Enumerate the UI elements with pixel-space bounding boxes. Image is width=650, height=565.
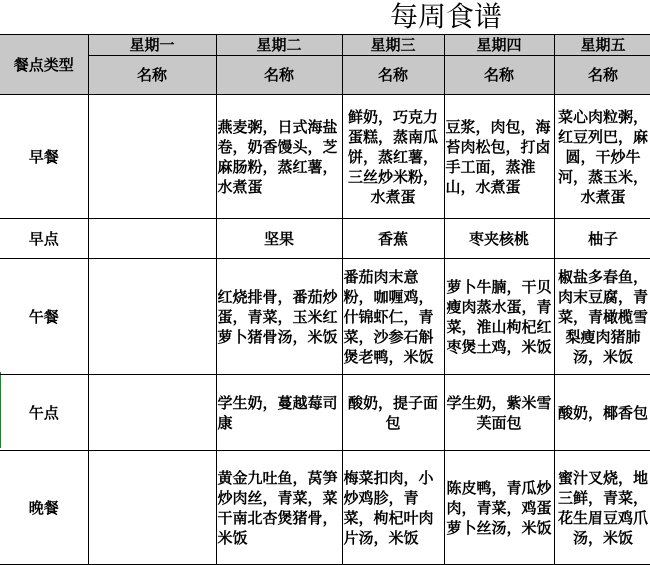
meal-type-cell[interactable]: 早点 [0,219,88,259]
header-day-wed[interactable]: 星期三 [342,35,444,56]
header-name-mon[interactable]: 名称 [88,56,216,95]
menu-cell[interactable] [88,219,216,259]
header-day-mon[interactable]: 星期一 [88,35,216,56]
header-name-tue[interactable]: 名称 [216,56,342,95]
header-day-thu[interactable]: 星期四 [444,35,554,56]
menu-cell[interactable]: 柚子 [554,219,650,259]
menu-cell[interactable]: 豆浆，肉包，海苔肉松包，打卤手工面，蒸淮山，水煮蛋 [444,95,554,219]
menu-cell[interactable]: 菜心肉粒粥，红豆列巴，麻圆，干炒牛河，蒸玉米，水煮蛋 [554,95,650,219]
menu-cell[interactable] [88,95,216,219]
header-day-tue[interactable]: 星期二 [216,35,342,56]
menu-cell[interactable]: 番茄肉末意粉，咖喱鸡，什锦虾仁，青菜，沙参石斛煲老鸭，米饭 [342,259,444,375]
menu-cell[interactable]: 黄金九吐鱼，莴笋炒肉丝，青菜，菜干南北杏煲猪骨，米饭 [216,451,342,565]
menu-cell[interactable]: 蜜汁叉烧，地三鲜，青菜，花生眉豆鸡爪汤，米饭 [554,451,650,565]
weekly-menu-table [0,34,650,565]
menu-cell[interactable]: 坚果 [216,219,342,259]
menu-cell[interactable]: 学生奶，紫米雪芙面包 [444,375,554,451]
menu-cell[interactable]: 椒盐多春鱼，肉末豆腐，青菜，青橄榄雪梨瘦肉猪肺汤，米饭 [554,259,650,375]
menu-cell[interactable] [88,259,216,375]
header-name-wed[interactable]: 名称 [342,56,444,95]
table-row [0,219,650,259]
header-name-fri[interactable]: 名称 [554,56,650,95]
menu-cell[interactable] [88,375,216,451]
meal-type-cell[interactable]: 午点 [0,375,88,451]
menu-cell[interactable]: 燕麦粥，日式海盐卷，奶香馒头，芝麻肠粉，蒸红薯，水煮蛋 [216,95,342,219]
menu-cell[interactable]: 鲜奶，巧克力蛋糕，蒸南瓜饼，蒸红薯，三丝炒米粉，水煮蛋 [342,95,444,219]
table-row [0,451,650,565]
table-row [0,259,650,375]
menu-cell[interactable]: 香蕉 [342,219,444,259]
meal-type-cell[interactable]: 午餐 [0,259,88,375]
menu-cell[interactable] [88,451,216,565]
menu-cell[interactable]: 酸奶，提子面包 [342,375,444,451]
meal-type-cell[interactable]: 晚餐 [0,451,88,565]
table-row [0,95,650,219]
meal-type-cell[interactable]: 早餐 [0,95,88,219]
table-row [0,375,650,451]
header-meal-type[interactable]: 餐点类型 [0,35,88,95]
table-row [0,35,650,56]
table-row [0,56,650,95]
header-day-fri[interactable]: 星期五 [554,35,650,56]
menu-cell[interactable]: 学生奶，蔓越莓司康 [216,375,342,451]
menu-cell[interactable]: 枣夹核桃 [444,219,554,259]
menu-cell[interactable]: 萝卜牛腩，干贝瘦肉蒸水蛋，青菜，淮山枸杞红枣煲土鸡，米饭 [444,259,554,375]
menu-cell[interactable]: 酸奶，椰香包 [554,375,650,451]
menu-cell[interactable]: 红烧排骨，番茄炒蛋，青菜，玉米红萝卜猪骨汤，米饭 [216,259,342,375]
menu-cell[interactable]: 梅菜扣肉，小炒鸡胗，青菜，枸杞叶肉片汤，米饭 [342,451,444,565]
menu-cell[interactable]: 陈皮鸭，青瓜炒肉，青菜，鸡蛋萝卜丝汤，米饭 [444,451,554,565]
header-name-thu[interactable]: 名称 [444,56,554,95]
page-title: 每周食谱 [390,0,503,33]
